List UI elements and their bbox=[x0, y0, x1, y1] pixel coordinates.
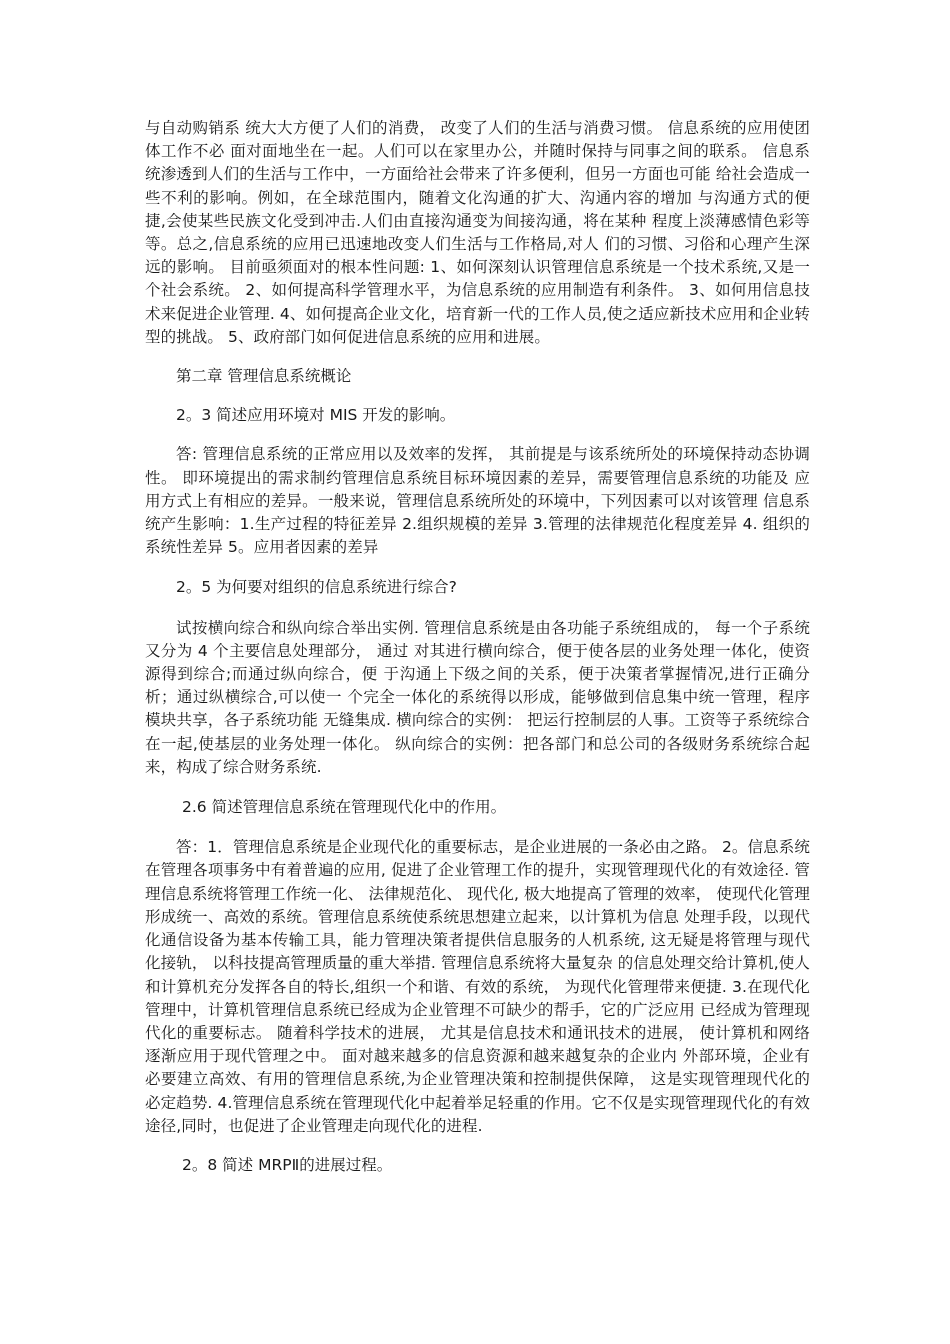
chapter-heading: 第二章 管理信息系统概论 bbox=[176, 367, 352, 386]
body-paragraph-intro: 与自动购销系 统大大方便了人们的消费， 改变了人们的生活与消费习惯。 信息系统的应用使团体工作不必 面对面地坐在一起。人们可以在家里办公，并随时保持与同事之间的联系。 信息系统渗透到人们的生活与工作中，一方面给社会带来了许多便利，但另一方面也可能 给社会造成一些不利的影响。例如，在全球范围内，随着文化沟通的扩大、沟通内容的增加 与沟通方式的便捷,会使某些民族文化受到冲击.人们由直接沟通变为间接沟通，将在某种 程度上淡薄感情色彩等等。总之,信息系统的应用已迅速地改变人们生活与工作格局,对人 们的习惯、习俗和心理产生深远的影响。 目前亟须面对的根本性问题: 1、如何深刻认识管理信息系统是一个技术系统,又是一个社会系统。 2、如何提高科学管理水平，为信息系统的应用制造有利条件。 3、如何用信息技术来促进企业管理. 4、如何提高企业文化，培育新一代的工作人员,使之适应新技术应用和企业转型的挑战。 5、政府部门如何促进信息系统的应用和进展。 bbox=[145, 119, 810, 346]
question-2-5: 2。5 为何要对组织的信息系统进行综合? bbox=[176, 578, 457, 597]
question-2-3: 2。3 简述应用环境对 MIS 开发的影响。 bbox=[176, 406, 456, 425]
document-page bbox=[145, 117, 810, 1177]
answer-2-3: 答: 管理信息系统的正常应用以及效率的发挥， 其前提是与该系统所处的环境保持动态协调 性。 即环境提出的需求制约管理信息系统目标环境因素的差异，需要管理信息系统的功能及 应用方式上有相应的差异。一般来说，管理信息系统所处的环境中，下列因素可以对该管理 信息系统产生影响：1.生产过程的特征差异 2.组织规模的差异 3.管理的法律规范化程度差异 4. 组织的系统性差异 5。应用者因素的差异 bbox=[145, 445, 810, 557]
answer-2-6: 答：1．管理信息系统是企业现代化的重要标志，是企业进展的一条必由之路。 2。信息系统在管理各项事务中有着普遍的应用, 促进了企业管理工作的提升，实现管理现代化的有效途径. 管理信息系统将管理工作统一化、 法律规范化、 现代化, 极大地提高了管理的效率， 使现代化管理形成统一、高效的系统。管理信息系统使系统思想建立起来，以计算机为信息 处理手段，以现代化通信设备为基本传输工具，能力管理决策者提供信息服务的人机系统, 这无疑是将管理与现代化接轨， 以科技提高管理质量的重大举措. 管理信息系统将大量复杂 的信息处理交给计算机,使人和计算机充分发挥各自的特长,组织一个和谐、有效的系统， 为现代化管理带来便捷. 3.在现代化管理中，计算机管理信息系统已经成为企业管理不可缺少的帮手，它的广泛应用 已经成为管理现代化的重要标志。 随着科学技术的进展， 尤其是信息技术和通讯技术的进展， 使计算机和网络逐渐应用于现代管理之中。 面对越来越多的信息资源和越来越复杂的企业内 外部环境，企业有必要建立高效、有用的管理信息系统,为企业管理决策和控制提供保障， 这是实现管理现代化的必定趋势. 4.管理信息系统在管理现代化中起着举足轻重的作用。它不仅是实现管理现代化的有效途径,同时，也促进了企业管理走向现代化的进程. bbox=[145, 838, 810, 1135]
question-2-8: 2。8 简述 MRPⅡ的进展过程。 bbox=[182, 1155, 393, 1174]
answer-2-5: 试按横向综合和纵向综合举出实例. 管理信息系统是由各功能子系统组成的， 每一个子系统又分为 4 个主要信息处理部分， 通过 对其进行横向综合，便于使各层的业务处理一体化，使资源得到综合;而通过纵向综合，便 于沟通上下级之间的关系，便于决策者掌握情况,进行正确分析；通过纵横综合,可以使一 个完全一体化的系统得以形成，能够做到信息集中统一管理，程序模块共享，各子系统功能 无缝集成. 横向综合的实例： 把运行控制层的人事。工资等子系统综合在一起,使基层的业务处理一体化。 纵向综合的实例：把各部门和总公司的各级财务系统综合起来，构成了综合财务系统. bbox=[145, 618, 810, 776]
question-2-6: 2.6 简述管理信息系统在管理现代化中的作用。 bbox=[182, 798, 507, 817]
